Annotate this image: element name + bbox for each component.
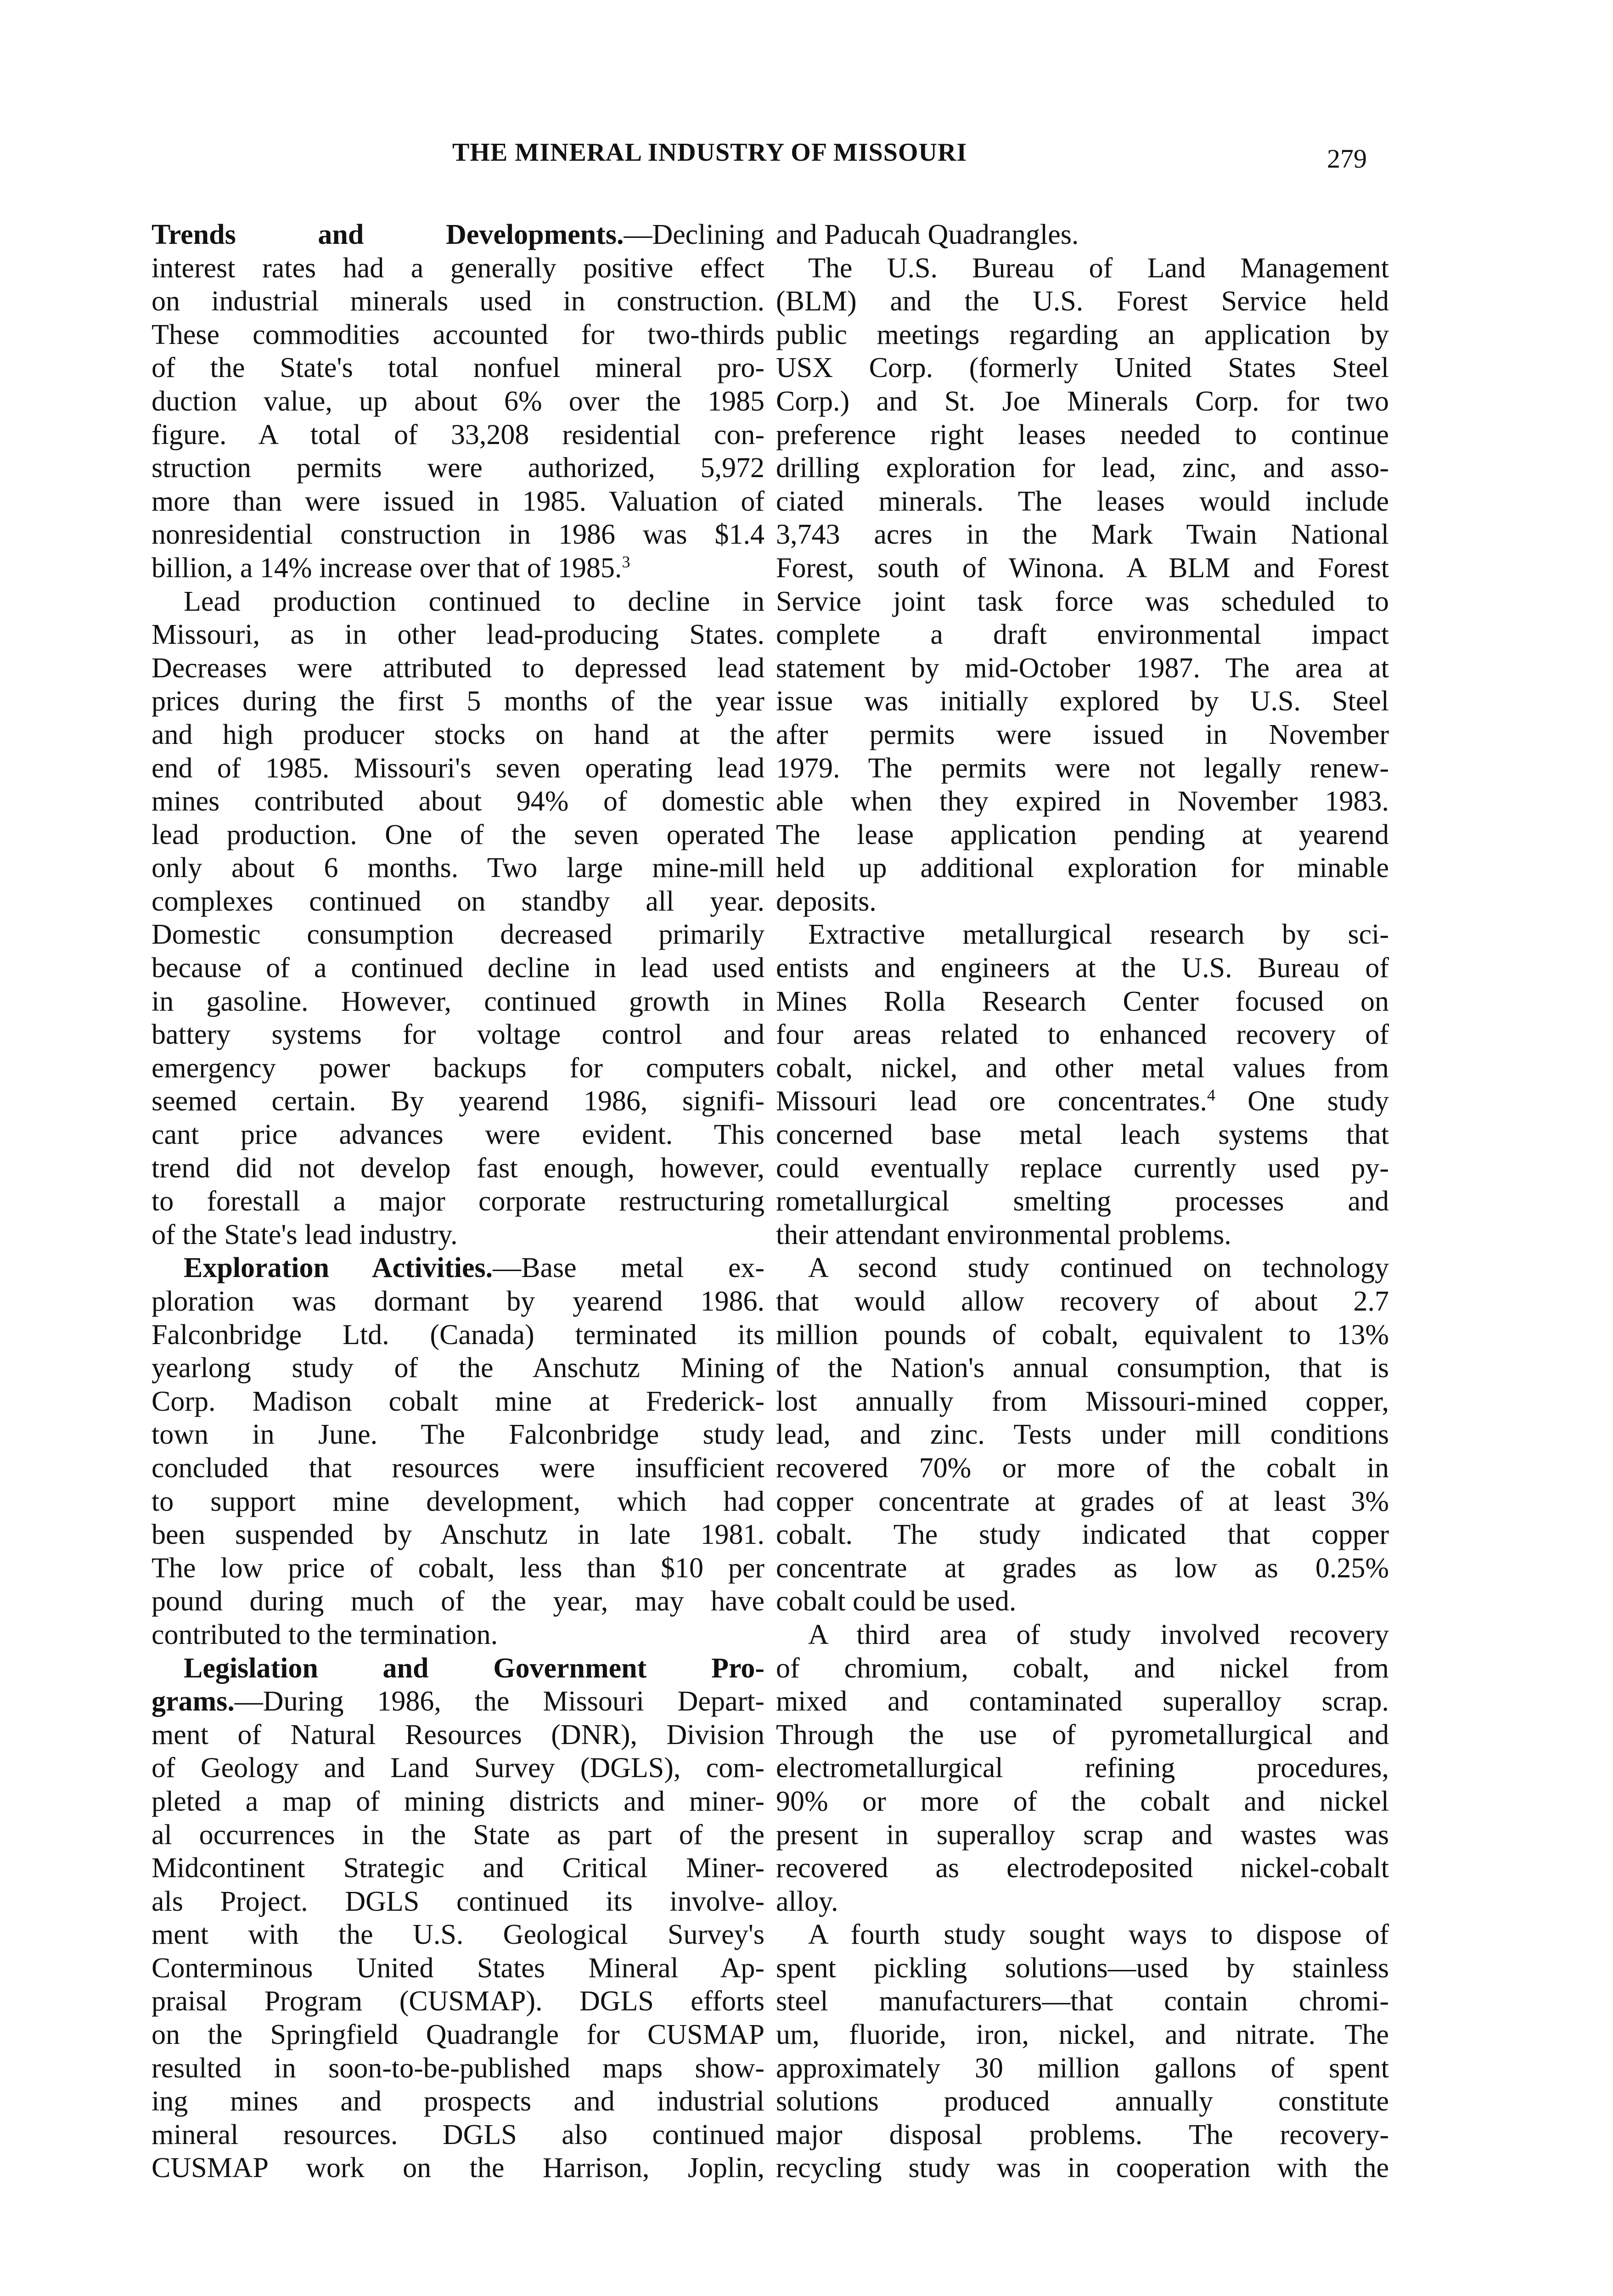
line-text: preference right leases needed to continue: [776, 419, 1389, 450]
text-line: [776, 585, 1389, 619]
text-line: [152, 1552, 764, 1585]
line-text: concerned base metal leach systems that: [776, 1119, 1389, 1151]
footnote-marker: 3: [622, 552, 630, 571]
text-line: [776, 551, 1389, 585]
text-line: [776, 885, 1389, 918]
text-line: [152, 1052, 764, 1085]
text-line: [152, 418, 764, 452]
line-text: The lease application pending at yearend: [776, 819, 1389, 850]
section-heading: Legislation and Government Pro-: [184, 1652, 764, 1684]
text-line: [776, 1552, 1389, 1585]
text-line: [776, 2018, 1389, 2052]
text-line: [152, 285, 764, 318]
text-line: [152, 1118, 764, 1152]
text-line: [776, 2151, 1389, 2185]
text-line: [776, 385, 1389, 418]
text-line: [152, 1918, 764, 1952]
line-text: battery systems for voltage control and: [152, 1019, 764, 1051]
text-line: [152, 818, 764, 852]
line-text: alloy.: [776, 1885, 838, 1917]
line-text: —During 1986, the Missouri Depart-: [234, 1686, 764, 1717]
text-line: [152, 1185, 764, 1218]
line-text: Through the use of pyrometallurgical and: [776, 1719, 1389, 1750]
line-text: statement by mid-October 1987. The area at: [776, 652, 1389, 684]
line-text: Corp. Madison cobalt mine at Frederick-: [152, 1385, 764, 1417]
line-text: more than were issued in 1985. Valuation of: [152, 485, 764, 517]
line-text: Falconbridge Ltd. (Canada) terminated its: [152, 1319, 764, 1351]
text-line: [776, 1851, 1389, 1885]
line-text: trend did not develop fast enough, however,: [152, 1152, 764, 1184]
line-text: concentrate at grades as low as 0.25%: [776, 1552, 1389, 1584]
line-text: public meetings regarding an application by: [776, 319, 1389, 350]
text-line: [776, 785, 1389, 818]
text-line: [152, 551, 764, 585]
line-text: praisal Program (CUSMAP). DGLS efforts: [152, 1986, 764, 2017]
text-line: [776, 618, 1389, 652]
line-text: Domestic consumption decreased primarily: [152, 919, 764, 951]
text-line: [152, 351, 764, 385]
line-text: lost annually from Missouri-mined copper,: [776, 1385, 1389, 1417]
text-line: [152, 1851, 764, 1885]
text-line: [152, 1152, 764, 1185]
line-text: interest rates had a generally positive effect: [152, 252, 764, 284]
line-text: als Project. DGLS continued its involve-: [152, 1885, 764, 1917]
line-text: could eventually replace currently used py-: [776, 1152, 1389, 1184]
line-text: issue was initially explored by U.S. Steel: [776, 686, 1389, 717]
text-line: [152, 752, 764, 785]
page-number: 279: [1327, 144, 1367, 174]
text-line: [776, 1052, 1389, 1085]
text-line: [152, 718, 764, 752]
text-line: [152, 1718, 764, 1752]
text-line: [152, 451, 764, 485]
line-text: Missouri lead ore concentrates.: [776, 1086, 1207, 1117]
line-text: entists and engineers at the U.S. Bureau of: [776, 952, 1389, 984]
line-text: Missouri, as in other lead-producing States.: [152, 619, 764, 651]
line-text: One study: [1215, 1086, 1389, 1117]
text-line: [152, 1585, 764, 1618]
text-line: [776, 1152, 1389, 1185]
text-line: [152, 1885, 764, 1919]
line-text: their attendant environmental problems.: [776, 1219, 1231, 1250]
text-line: [152, 1652, 764, 1685]
line-text: complete a draft environmental impact: [776, 619, 1389, 651]
text-line: [152, 1785, 764, 1818]
text-line: [776, 485, 1389, 518]
text-line: [152, 1751, 764, 1785]
text-line: [776, 1485, 1389, 1519]
line-text: Forest, south of Winona. A BLM and Forest: [776, 552, 1389, 584]
text-line: [776, 351, 1389, 385]
text-line: [776, 918, 1389, 951]
line-text: and Paducah Quadrangles.: [776, 219, 1079, 250]
line-text: been suspended by Anschutz in late 1981.: [152, 1519, 764, 1551]
section-heading: grams.: [152, 1686, 235, 1717]
text-line: [776, 1118, 1389, 1152]
text-line: [776, 1918, 1389, 1952]
line-text: Mines Rolla Research Center focused on: [776, 985, 1389, 1017]
text-line: [776, 1952, 1389, 1985]
line-text: The low price of cobalt, less than $10 per: [152, 1552, 764, 1584]
line-text: duction value, up about 6% over the 1985: [152, 385, 764, 417]
text-line: [776, 752, 1389, 785]
line-text: ing mines and prospects and industrial: [152, 2086, 764, 2117]
text-line: [776, 1818, 1389, 1852]
text-line: [152, 985, 764, 1019]
line-text: nonresidential construction in 1986 was $1.4: [152, 519, 764, 551]
text-line: [152, 1952, 764, 1985]
line-text: on the Springfield Quadrangle for CUSMAP: [152, 2019, 764, 2051]
line-text: four areas related to enhanced recovery of: [776, 1019, 1389, 1051]
text-line: [776, 951, 1389, 985]
text-line: [152, 2151, 764, 2185]
text-line: [776, 1885, 1389, 1919]
line-text: 3,743 acres in the Mark Twain National: [776, 519, 1389, 551]
text-line: [776, 1185, 1389, 1218]
line-text: spent pickling solutions—used by stainless: [776, 1952, 1389, 1984]
line-text: —Declining: [624, 219, 764, 250]
text-line: [776, 652, 1389, 685]
line-text: 90% or more of the cobalt and nickel: [776, 1785, 1389, 1817]
line-text: ploration was dormant by yearend 1986.: [152, 1286, 764, 1317]
text-line: [152, 1251, 764, 1285]
line-text: mixed and contaminated superalloy scrap.: [776, 1686, 1389, 1717]
text-line: [152, 951, 764, 985]
text-line: [776, 718, 1389, 752]
text-line: [152, 385, 764, 418]
text-line: [152, 2085, 764, 2118]
line-text: in gasoline. However, continued growth in: [152, 985, 764, 1017]
text-line: [152, 1418, 764, 1452]
text-line: [152, 1018, 764, 1052]
line-text: A fourth study sought ways to dispose of: [808, 1919, 1389, 1951]
text-line: [152, 685, 764, 718]
line-text: of Geology and Land Survey (DGLS), com-: [152, 1752, 764, 1784]
line-text: emergency power backups for computers: [152, 1052, 764, 1084]
line-text: approximately 30 million gallons of spent: [776, 2052, 1389, 2084]
text-line: [776, 851, 1389, 885]
text-line: [776, 285, 1389, 318]
text-line: [776, 1251, 1389, 1285]
line-text: held up additional exploration for minable: [776, 852, 1389, 884]
text-line: [776, 1418, 1389, 1452]
text-line: [776, 1585, 1389, 1618]
line-text: CUSMAP work on the Harrison, Joplin,: [152, 2152, 764, 2184]
text-line: [776, 218, 1389, 252]
text-line: [152, 785, 764, 818]
text-line: [776, 318, 1389, 352]
line-text: (BLM) and the U.S. Forest Service held: [776, 286, 1389, 317]
text-line: [776, 1518, 1389, 1552]
text-line: [776, 1285, 1389, 1318]
line-text: seemed certain. By yearend 1986, signifi-: [152, 1086, 764, 1117]
line-text: Extractive metallurgical research by sci-: [808, 919, 1389, 951]
line-text: cobalt could be used.: [776, 1586, 1017, 1617]
text-line: [152, 1218, 764, 1252]
line-text: of the Nation's annual consumption, that is: [776, 1352, 1389, 1384]
line-text: town in June. The Falconbridge study: [152, 1419, 764, 1451]
line-text: steel manufacturers—that contain chromi-: [776, 1986, 1389, 2017]
line-text: that would allow recovery of about 2.7: [776, 1286, 1389, 1317]
line-text: Lead production continued to decline in: [184, 585, 764, 617]
right-column: [776, 218, 1389, 2185]
line-text: able when they expired in November 1983.: [776, 786, 1389, 817]
line-text: lead production. One of the seven operated: [152, 819, 764, 850]
text-line: [776, 1018, 1389, 1052]
line-text: Midcontinent Strategic and Critical Miner-: [152, 1852, 764, 1884]
line-text: rometallurgical smelting processes and: [776, 1186, 1389, 1217]
text-line: [152, 2018, 764, 2052]
text-line: [152, 1318, 764, 1352]
line-text: Conterminous United States Mineral Ap-: [152, 1952, 764, 1984]
line-text: recovered 70% or more of the cobalt in: [776, 1452, 1389, 1484]
text-line: [152, 618, 764, 652]
text-line: [152, 585, 764, 619]
line-text: These commodities accounted for two-thirds: [152, 319, 764, 350]
line-text: figure. A total of 33,208 residential con-: [152, 419, 764, 450]
text-line: [152, 252, 764, 285]
line-text: recycling study was in cooperation with the: [776, 2152, 1389, 2184]
line-text: on industrial minerals used in construction.: [152, 286, 764, 317]
text-line: [776, 985, 1389, 1019]
section-heading: Trends and Developments.: [152, 219, 624, 250]
line-text: um, fluoride, iron, nickel, and nitrate. The: [776, 2019, 1389, 2051]
text-line: [152, 2118, 764, 2152]
line-text: and high producer stocks on hand at the: [152, 719, 764, 750]
text-line: [776, 1218, 1389, 1252]
line-text: resulted in soon-to-be-published maps show-: [152, 2052, 764, 2084]
text-line: [776, 818, 1389, 852]
line-text: electrometallurgical refining procedures,: [776, 1752, 1389, 1784]
line-text: mineral resources. DGLS also continued: [152, 2119, 764, 2150]
text-line: [776, 1785, 1389, 1818]
text-line: [776, 2085, 1389, 2118]
text-line: [776, 451, 1389, 485]
line-text: cobalt. The study indicated that copper: [776, 1519, 1389, 1551]
text-line: [776, 252, 1389, 285]
line-text: of the State's total nonfuel mineral pro-: [152, 352, 764, 384]
text-line: [152, 918, 764, 951]
line-text: yearlong study of the Anschutz Mining: [152, 1352, 764, 1384]
text-line: [776, 1718, 1389, 1752]
line-text: cobalt, nickel, and other metal values from: [776, 1052, 1389, 1084]
text-line: [152, 2052, 764, 2085]
text-line: [152, 1618, 764, 1652]
line-text: million pounds of cobalt, equivalent to 13%: [776, 1319, 1389, 1351]
line-text: major disposal problems. The recovery-: [776, 2119, 1389, 2150]
line-text: pleted a map of mining districts and miner-: [152, 1785, 764, 1817]
running-head: [0, 138, 1613, 174]
line-text: billion, a 14% increase over that of 1985.: [152, 552, 622, 584]
line-text: al occurrences in the State as part of the: [152, 1819, 764, 1851]
text-line: [152, 1085, 764, 1118]
text-line: [776, 2052, 1389, 2085]
text-line: [776, 1985, 1389, 2018]
line-text: Service joint task force was scheduled to: [776, 585, 1389, 617]
text-line: [152, 1351, 764, 1385]
text-line: [776, 1652, 1389, 1685]
text-line: [776, 418, 1389, 452]
line-text: of chromium, cobalt, and nickel from: [776, 1652, 1389, 1684]
line-text: lead, and zinc. Tests under mill conditions: [776, 1419, 1389, 1451]
text-line: [776, 2118, 1389, 2152]
line-text: ment with the U.S. Geological Survey's: [152, 1919, 764, 1951]
text-line: [152, 885, 764, 918]
line-text: because of a continued decline in lead used: [152, 952, 764, 984]
line-text: prices during the first 5 months of the year: [152, 686, 764, 717]
text-line: [152, 318, 764, 352]
line-text: A third area of study involved recovery: [808, 1619, 1389, 1650]
text-line: [776, 685, 1389, 718]
text-line: [776, 518, 1389, 551]
line-text: —Base metal ex-: [493, 1252, 764, 1284]
text-line: [152, 1818, 764, 1852]
text-line: [152, 1385, 764, 1418]
left-column: [152, 218, 764, 2185]
text-line: [776, 1085, 1389, 1118]
line-text: struction permits were authorized, 5,972: [152, 452, 764, 484]
section-heading: Exploration Activities.: [184, 1252, 493, 1284]
line-text: A second study continued on technology: [808, 1252, 1389, 1284]
line-text: ciated minerals. The leases would include: [776, 485, 1389, 517]
line-text: solutions produced annually constitute: [776, 2086, 1389, 2117]
line-text: only about 6 months. Two large mine-mill: [152, 852, 764, 884]
text-line: [152, 851, 764, 885]
running-title: THE MINERAL INDUSTRY OF MISSOURI: [452, 138, 967, 167]
text-line: [776, 1351, 1389, 1385]
text-line: [152, 1485, 764, 1519]
text-line: [152, 1685, 764, 1718]
line-text: complexes continued on standby all year.: [152, 885, 764, 917]
line-text: of the State's lead industry.: [152, 1219, 458, 1250]
line-text: present in superalloy scrap and wastes was: [776, 1819, 1389, 1851]
text-line: [152, 218, 764, 252]
line-text: deposits.: [776, 885, 877, 917]
text-line: [776, 1618, 1389, 1652]
line-text: mines contributed about 94% of domestic: [152, 786, 764, 817]
line-text: The U.S. Bureau of Land Management: [808, 252, 1389, 284]
line-text: cant price advances were evident. This: [152, 1119, 764, 1151]
text-line: [776, 1452, 1389, 1485]
text-line: [152, 518, 764, 551]
line-text: to forestall a major corporate restructuring: [152, 1186, 764, 1217]
text-line: [152, 1518, 764, 1552]
text-line: [152, 652, 764, 685]
line-text: drilling exploration for lead, zinc, and asso-: [776, 452, 1389, 484]
line-text: Corp.) and St. Joe Minerals Corp. for two: [776, 385, 1389, 417]
text-line: [152, 1285, 764, 1318]
line-text: after permits were issued in November: [776, 719, 1389, 750]
line-text: contributed to the termination.: [152, 1619, 498, 1650]
line-text: Decreases were attributed to depressed lead: [152, 652, 764, 684]
text-line: [152, 1985, 764, 2018]
line-text: 1979. The permits were not legally renew-: [776, 752, 1389, 784]
footnote-marker: 4: [1207, 1086, 1215, 1104]
text-line: [152, 1452, 764, 1485]
line-text: copper concentrate at grades of at least 3%: [776, 1486, 1389, 1517]
text-line: [776, 1385, 1389, 1418]
line-text: pound during much of the year, may have: [152, 1586, 764, 1617]
line-text: to support mine development, which had: [152, 1486, 764, 1517]
line-text: recovered as electrodeposited nickel-cobalt: [776, 1852, 1389, 1884]
line-text: ment of Natural Resources (DNR), Division: [152, 1719, 764, 1750]
line-text: concluded that resources were insufficient: [152, 1452, 764, 1484]
line-text: end of 1985. Missouri's seven operating lead: [152, 752, 764, 784]
line-text: USX Corp. (formerly United States Steel: [776, 352, 1389, 384]
text-line: [776, 1685, 1389, 1718]
text-line: [776, 1751, 1389, 1785]
text-line: [776, 1318, 1389, 1352]
text-line: [152, 485, 764, 518]
